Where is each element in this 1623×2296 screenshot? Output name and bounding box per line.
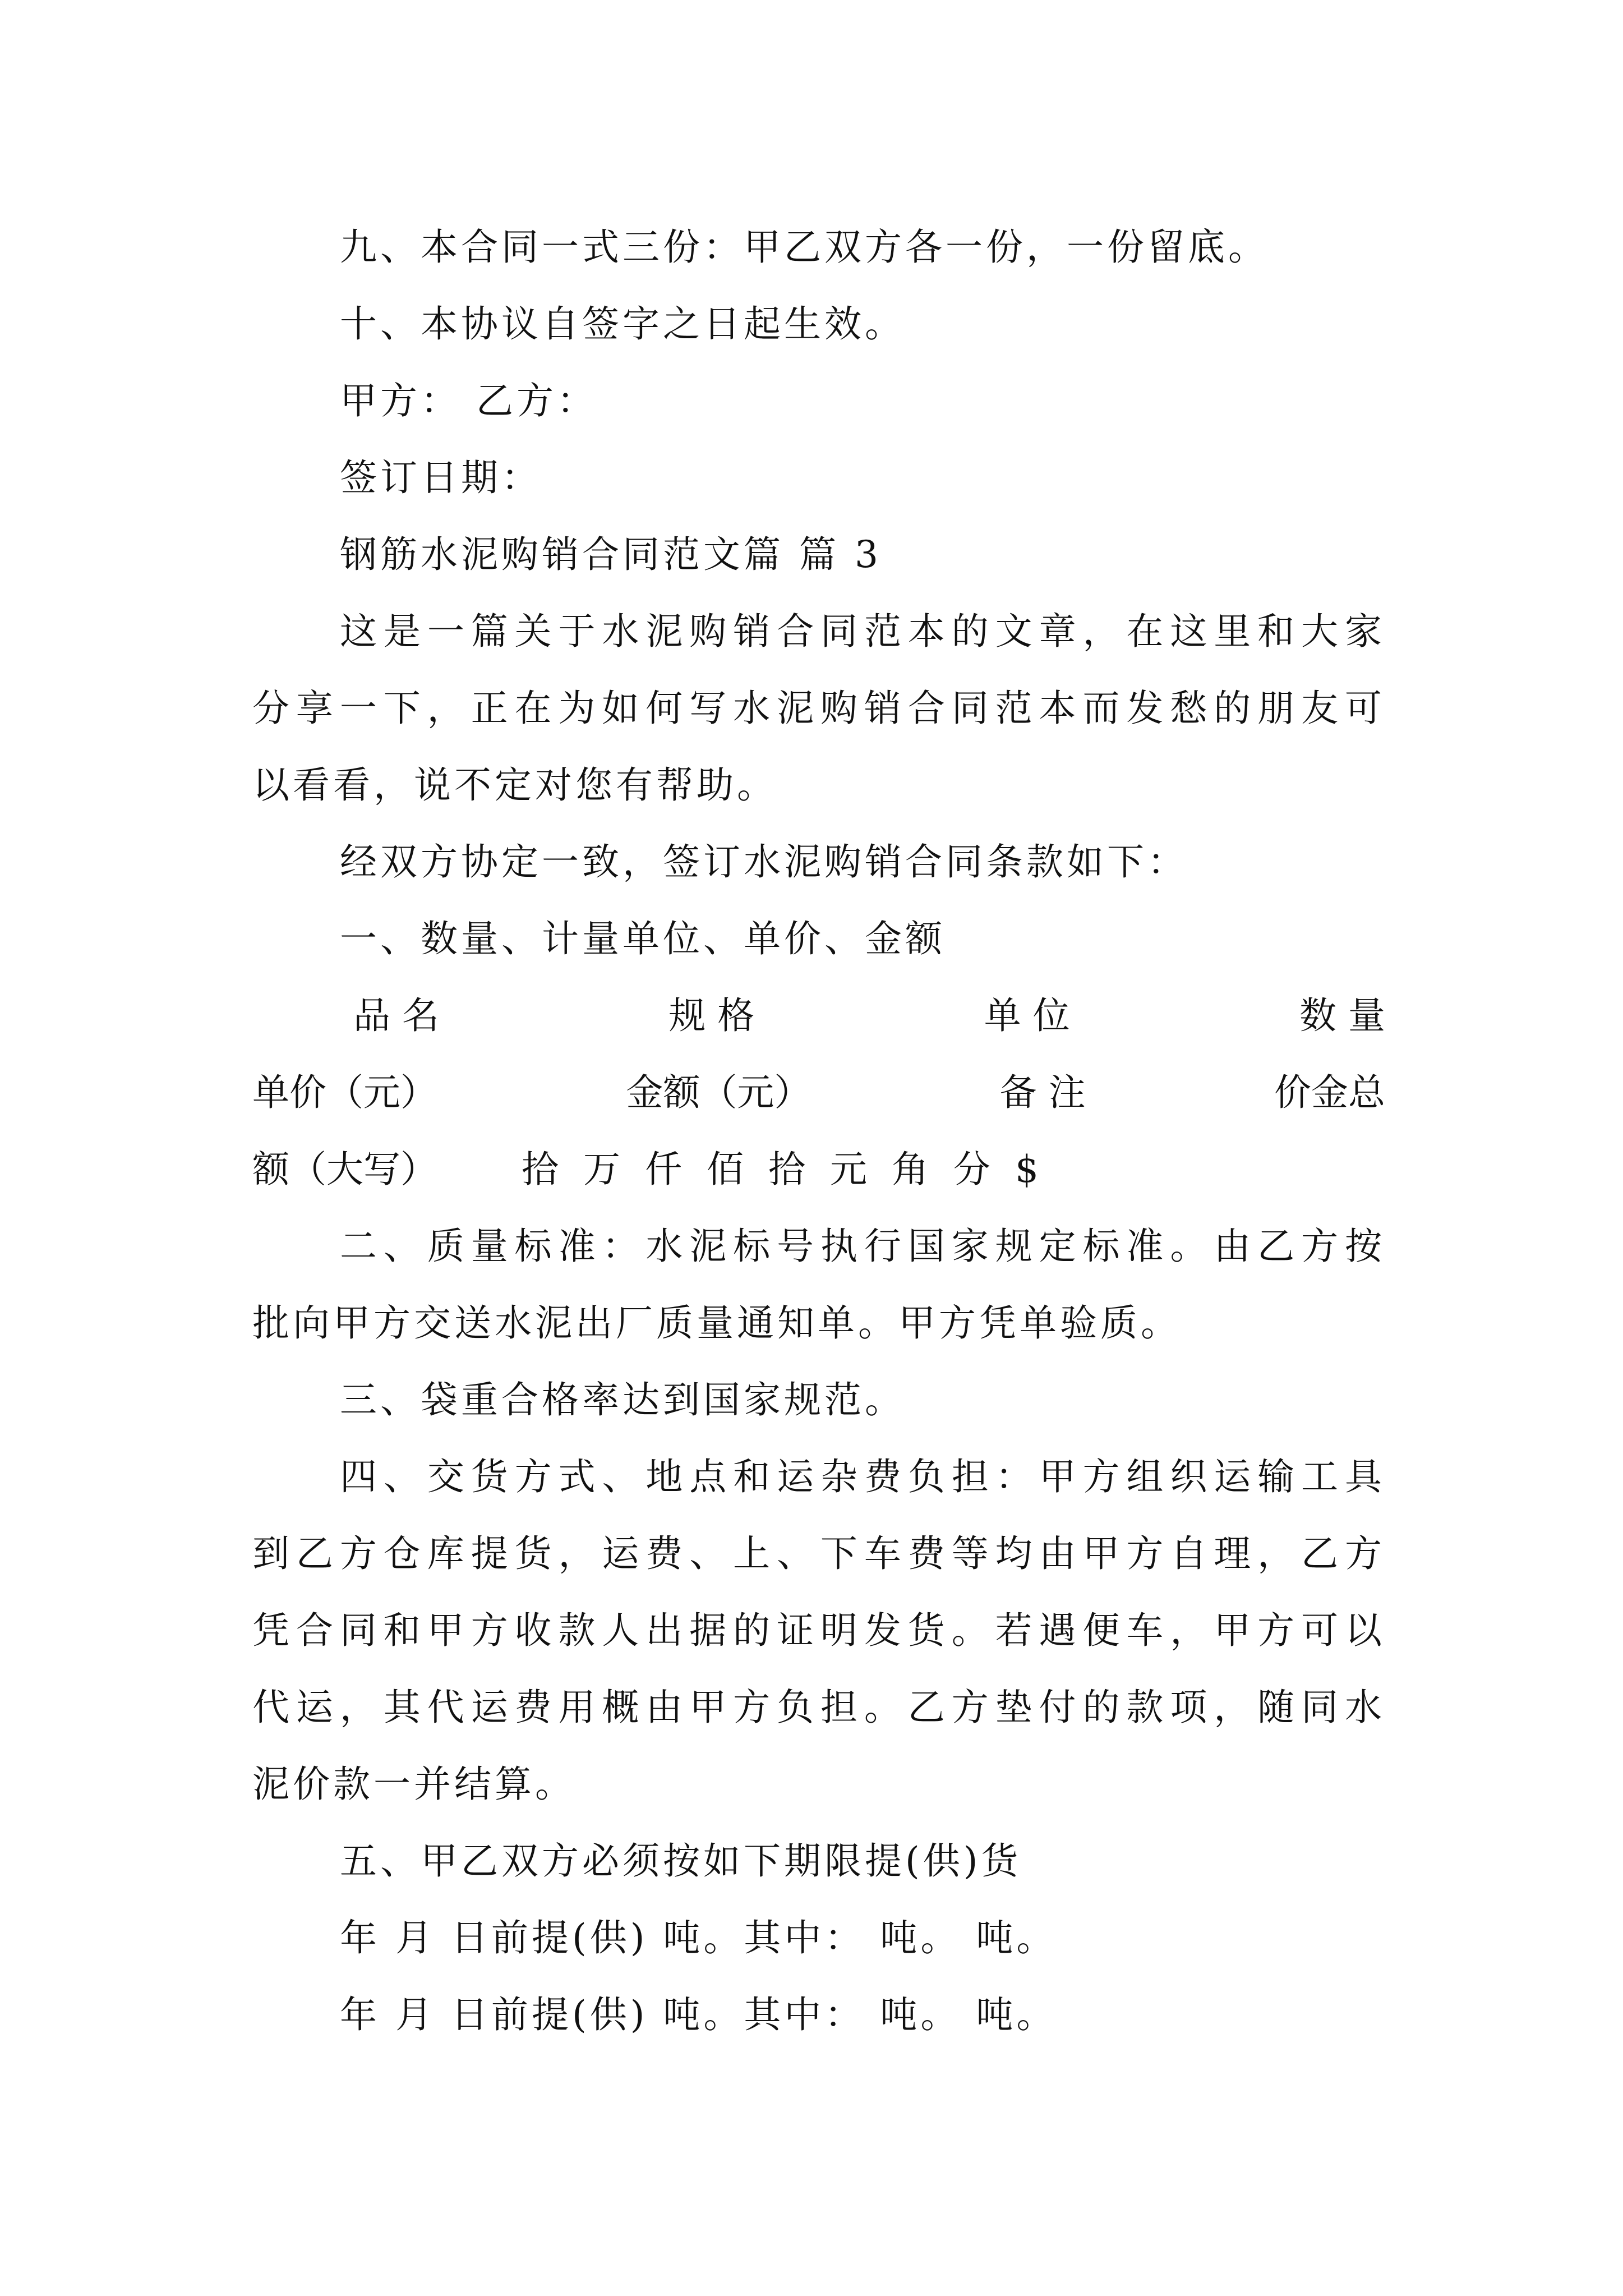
amount-unit: 拾 [768, 1148, 805, 1191]
amount-in-words-row [252, 1148, 1063, 1191]
intro-line-2: 分享一下，正在为如何写水泥购销合同范本而发愁的朋友可 [252, 687, 1385, 730]
clause-1-heading: 一、数量、计量单位、单价、金额 [340, 917, 946, 960]
intro-line-1: 这是一篇关于水泥购销合同范本的文章，在这里和大家 [340, 610, 1385, 653]
amount-unit: 元 [830, 1148, 867, 1191]
table-row [353, 994, 1385, 1037]
clause-10: 十、本协议自签字之日起生效。 [340, 302, 905, 346]
table-cell: 金额（元） [626, 1071, 811, 1114]
sign-date-line: 签订日期： [340, 456, 542, 499]
agreement-line: 经双方协定一致，签订水泥购销合同条款如下： [340, 840, 1188, 884]
table-cell: 价金总 [1274, 1071, 1385, 1114]
clause-9: 九、本合同一式三份：甲乙双方各一份，一份留底。 [340, 226, 1269, 269]
table-row [252, 1071, 1385, 1114]
table-cell: 单 位 [984, 994, 1070, 1037]
amount-unit: 分 [953, 1148, 990, 1191]
amount-unit: 佰 [707, 1148, 744, 1191]
amount-unit: 万 [583, 1148, 620, 1191]
intro-line-3: 以看看，说不定对您有帮助。 [252, 763, 777, 807]
dollar-sign: $ [1015, 1148, 1039, 1191]
section-heading: 钢筋水泥购销合同范文篇 篇 3 [340, 533, 882, 576]
table-cell: 数 量 [1299, 994, 1385, 1037]
clause-5-heading: 五、甲乙双方必须按如下期限提(供)货 [340, 1839, 1022, 1883]
clause-2-line-2: 批向甲方交送水泥出厂质量通知单。甲方凭单验质。 [252, 1301, 1181, 1345]
amount-unit: 角 [892, 1148, 929, 1191]
party-line: 甲方： 乙方： [340, 379, 597, 422]
clause-3: 三、袋重合格率达到国家规范。 [340, 1378, 905, 1421]
clause-4-line-2: 到乙方仓库提货，运费、上、下车费等均由甲方自理，乙方 [252, 1532, 1385, 1575]
clause-2-line-1: 二、质量标准：水泥标号执行国家规定标准。由乙方按 [340, 1225, 1385, 1268]
clause-4-line-5: 泥价款一并结算。 [252, 1763, 575, 1806]
clause-4-line-1: 四、交货方式、地点和运杂费负担：甲方组织运输工具 [340, 1455, 1385, 1498]
table-cell: 备 注 [999, 1071, 1086, 1114]
clause-4-line-4: 代运，其代运费用概由甲方负担。乙方垫付的款项，随同水 [252, 1686, 1385, 1729]
delivery-schedule-line: 年 月 日前提(供) 吨。其中： 吨。 吨。 [340, 1993, 1057, 2036]
clause-4-line-3: 凭合同和甲方收款人出据的证明发货。若遇便车，甲方可以 [252, 1609, 1385, 1652]
table-cell: 规 格 [668, 994, 755, 1037]
table-cell: 品 名 [353, 994, 439, 1037]
amount-unit: 仟 [645, 1148, 682, 1191]
table-cell: 单价（元） [252, 1071, 437, 1114]
delivery-schedule-line: 年 月 日前提(供) 吨。其中： 吨。 吨。 [340, 1916, 1057, 1959]
amount-unit: 拾 [522, 1148, 559, 1191]
amount-label: 额（大写） [252, 1148, 437, 1191]
